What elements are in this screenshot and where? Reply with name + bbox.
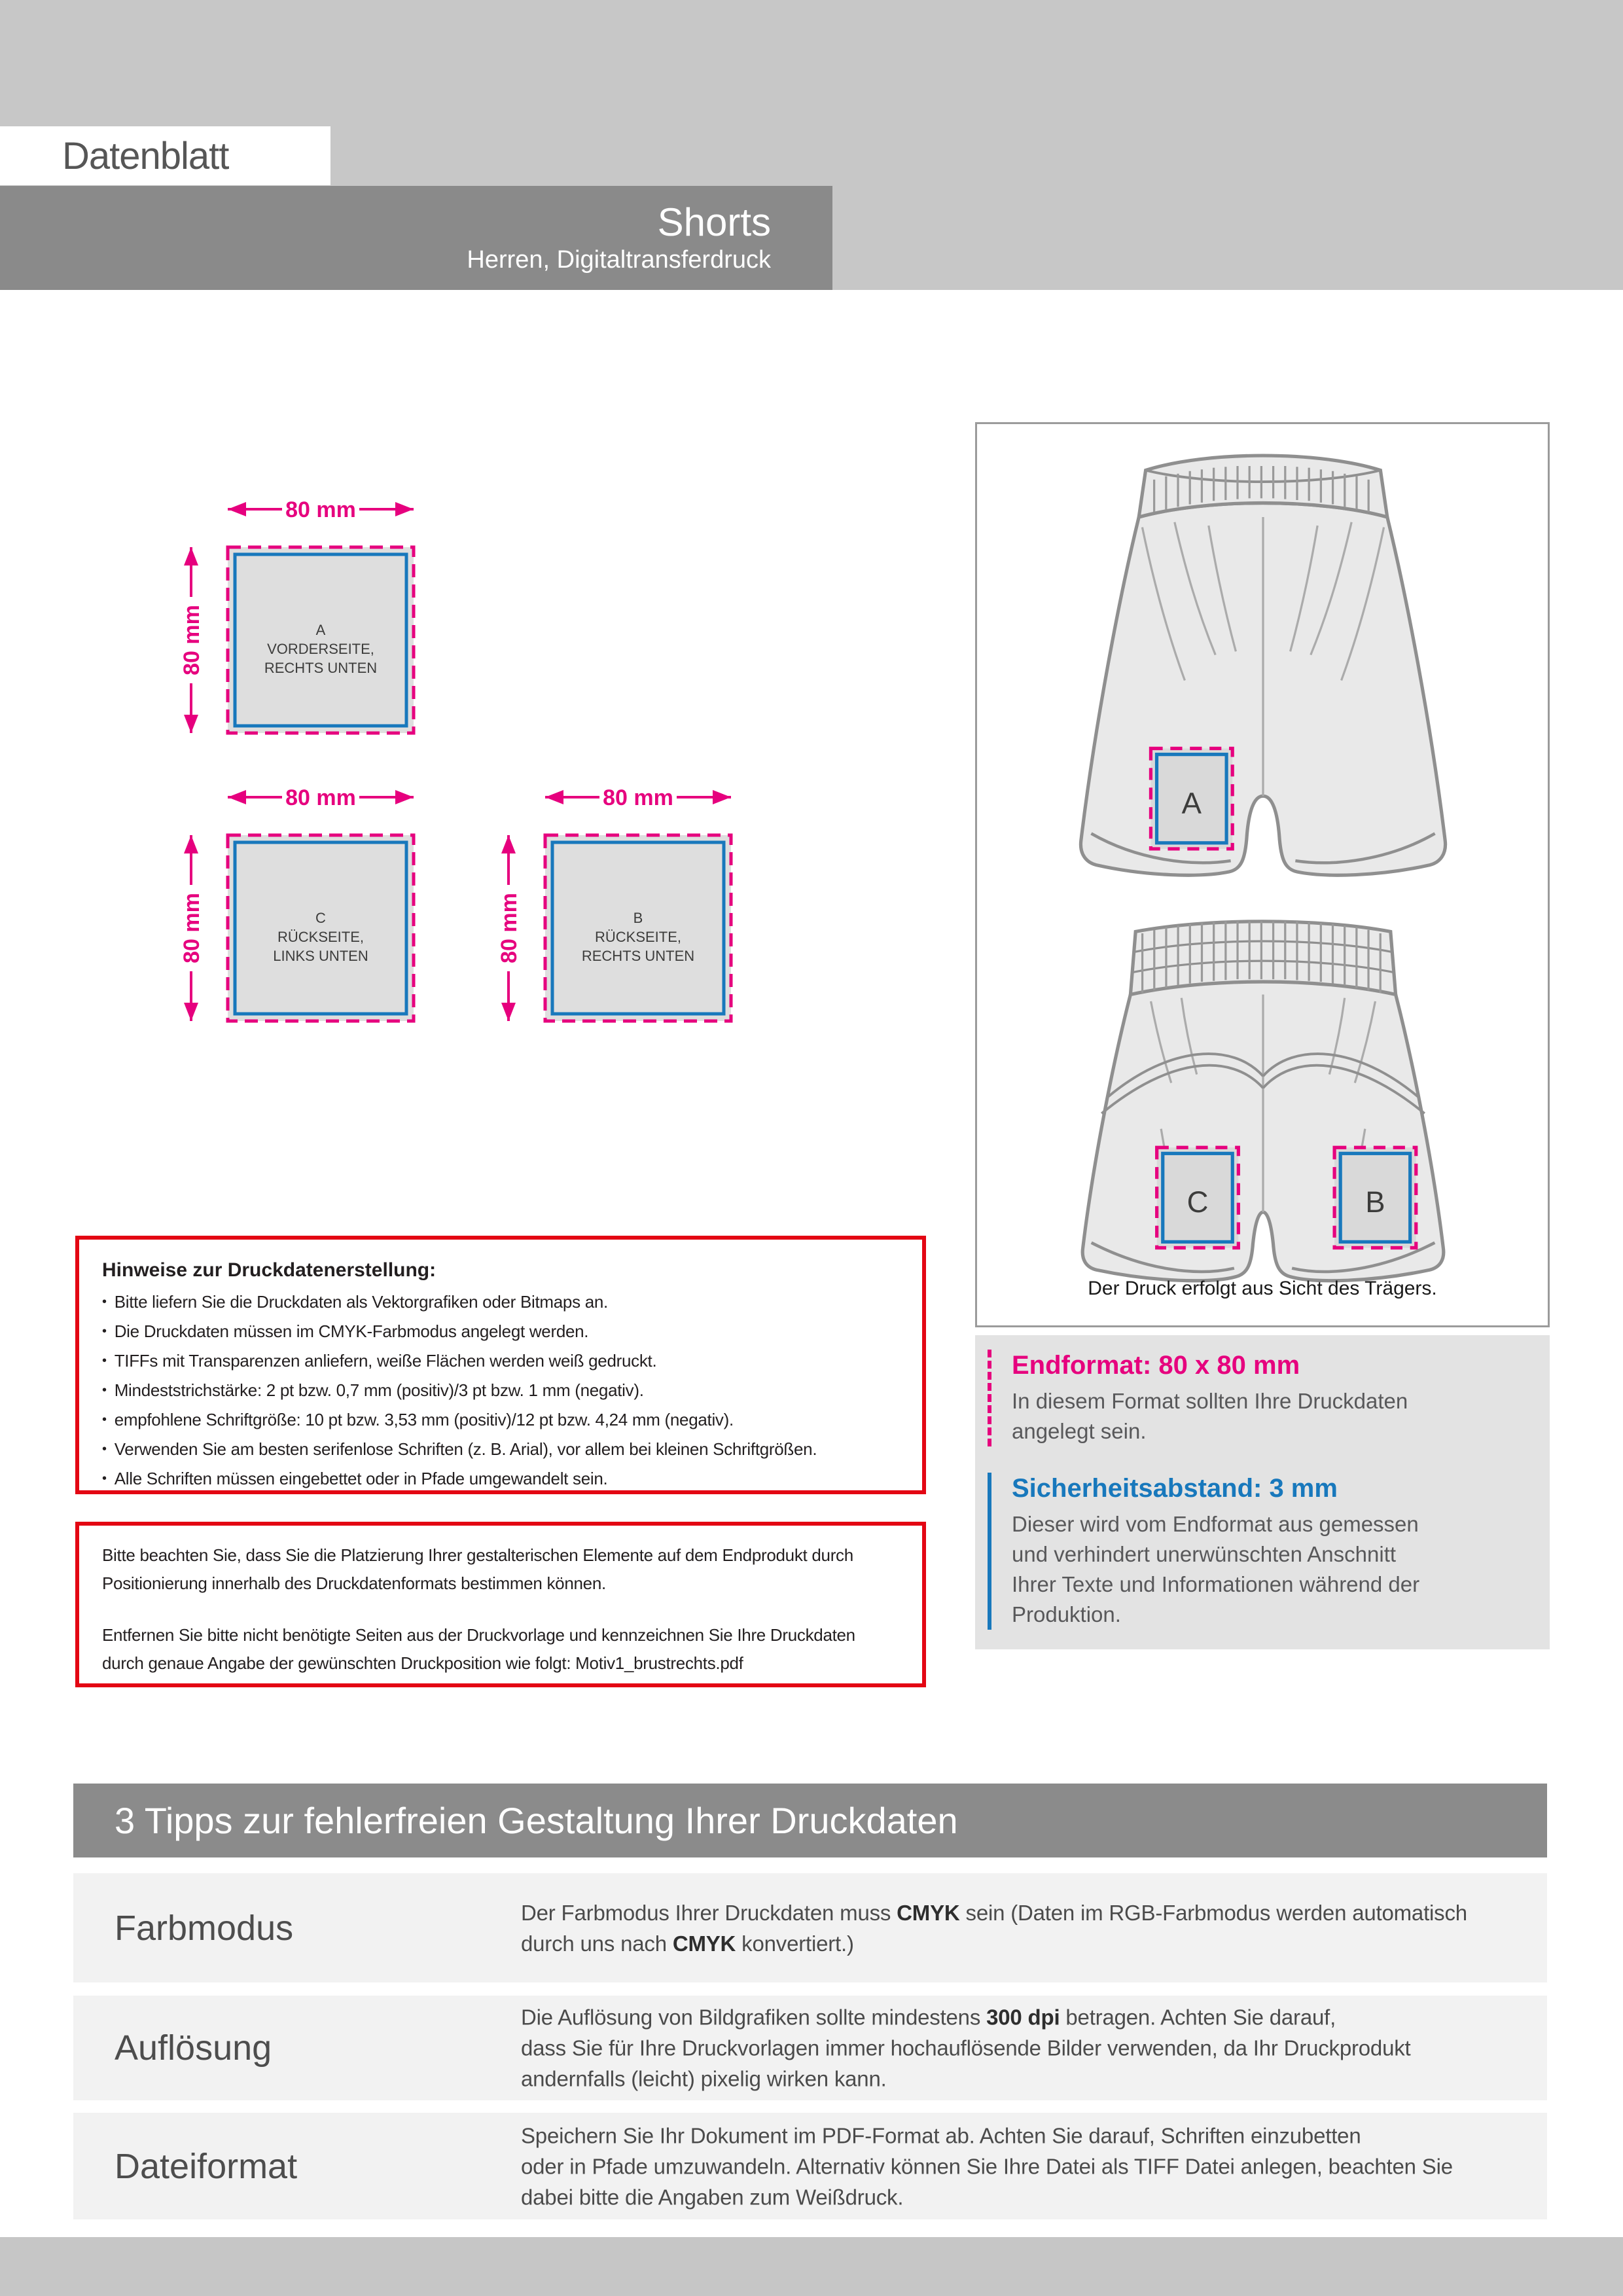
height-dimension-label: 80 mm [497, 893, 522, 963]
shorts-back-illustration [1008, 916, 1518, 1309]
print-position-letter: A [315, 622, 326, 638]
front-print-marker: A [1181, 786, 1202, 820]
print-position-line2: VORDERSEITE, [267, 641, 374, 657]
doc-type-box [0, 126, 330, 185]
dim-label-backing [174, 885, 208, 971]
tip-row-aufloesung [73, 1996, 1547, 2100]
arrow-up-icon [184, 835, 198, 853]
print-area-diagram-c [156, 771, 431, 1033]
print-position-line2: RÜCKSEITE, [277, 929, 365, 945]
placement-paragraph-2: Entfernen Sie bitte nicht benötigte Seiten aus der Druckvorlage und kennzeichnen Sie Ihre Druckdaten durch genaue Angabe der gewünschten Druckposition wie folgt: Motiv1_brustrechts.pdf [102, 1625, 855, 1673]
doc-type-label: Datenblatt [62, 134, 229, 177]
dim-label-backing [174, 597, 208, 683]
safety-distance-title: Sicherheitsabstand: 3 mm [1012, 1474, 1338, 1503]
print-position-letter: C [315, 910, 326, 926]
tips-title: 3 Tipps zur fehlerfreien Gestaltung Ihrer Druckdaten [115, 1800, 958, 1841]
arrow-up-icon [501, 835, 516, 853]
endformat-dashed-square [545, 835, 731, 1021]
arrow-right-icon [395, 790, 414, 804]
note-bullet: • empfohlene Schriftgröße: 10 pt bzw. 3,53 mm (positiv)/12 pt bzw. 4,24 mm (negativ). [102, 1406, 899, 1435]
endformat-title: Endformat: 80 x 80 mm [1012, 1351, 1300, 1380]
endformat-section [988, 1350, 1530, 1446]
format-info-box [975, 1335, 1550, 1649]
print-position-line3: RECHTS UNTEN [581, 948, 695, 964]
arrow-down-icon [184, 715, 198, 733]
endformat-description: In diesem Format sollten Ihre Druckdaten angelegt sein. [1012, 1389, 1408, 1443]
print-area-diagram-b [473, 771, 748, 1033]
placement-paragraph-1: Bitte beachten Sie, dass Sie die Platzierung Ihrer gestalterischen Elemente auf dem Endprodukt durch Positionierung innerhalb des Druckdatenformats bestimmen können. [102, 1545, 853, 1593]
height-dimension-label: 80 mm [179, 605, 204, 675]
safety-distance-section [988, 1473, 1530, 1630]
note-bullet: • Verwenden Sie am besten serifenlose Schriften (z. B. Arial), vor allem bei kleinen Schriftgrößen. [102, 1435, 899, 1465]
print-position-line3: LINKS UNTEN [273, 948, 368, 964]
print-position-line3: RECHTS UNTEN [264, 660, 378, 676]
product-title-bar [0, 186, 832, 290]
tips-header-band [73, 1784, 1547, 1857]
product-subtitle: Herren, Digitaltransferdruck [467, 245, 771, 274]
arrow-left-icon [228, 502, 246, 516]
width-dimension-label: 80 mm [603, 785, 673, 810]
tip-label: Dateiformat [115, 2146, 298, 2186]
arrow-left-icon [228, 790, 246, 804]
notes-bullet-list [102, 1288, 899, 1494]
tip-text: Speichern Sie Ihr Dokument im PDF-Format ab. Achten Sie darauf, Schriften einzubetten oder in Pfade umzuwandeln. Alternativ können Sie Ihre Datei als TIFF Datei anlegen, beachten Sie dabei bitte die Angaben zum Weißdruck. [521, 2123, 1453, 2209]
footer-band [0, 2237, 1623, 2296]
arrow-down-icon [501, 1003, 516, 1021]
tip-text: Der Farbmodus Ihrer Druckdaten muss CMYK sein (Daten im RGB-Farbmodus werden automatisch durch uns nach CMYK konvertiert.) [521, 1900, 1467, 1956]
tip-label: Farbmodus [115, 1908, 294, 1948]
tip-text: Die Auflösung von Bildgrafiken sollte mindestens 300 dpi betragen. Achten Sie darauf, dass Sie für Ihre Druckvorlagen immer hochauflösende Bilder verwenden, da Ihr Druckprodukt andernfalls (leicht) pixelig wirken kann. [521, 2005, 1411, 2091]
note-bullet: • Bitte liefern Sie die Druckdaten als Vektorgrafiken oder Bitmaps an. [102, 1288, 899, 1318]
arrow-down-icon [184, 1003, 198, 1021]
note-bullet: • Mindeststrichstärke: 2 pt bzw. 0,7 mm (positiv)/3 pt bzw. 1 mm (negativ). [102, 1376, 899, 1406]
back-right-print-marker: B [1365, 1185, 1385, 1219]
notes-title: Hinweise zur Druckdatenerstellung: [102, 1259, 437, 1281]
dim-label-backing [491, 885, 526, 971]
safety-distance-description: Dieser wird vom Endformat aus gemessen und verhindert unerwünschten Anschnitt Ihrer Texte und Informationen während der Produktion. [1012, 1512, 1420, 1626]
arrow-up-icon [184, 547, 198, 565]
height-dimension-label: 80 mm [179, 893, 204, 963]
width-dimension-label: 80 mm [285, 497, 356, 522]
endformat-dashed-square [228, 835, 414, 1021]
note-bullet: • Die Druckdaten müssen im CMYK-Farbmodus angelegt werden. [102, 1318, 899, 1347]
note-bullet: • TIFFs mit Transparenzen anliefern, weiße Flächen werden weiß gedruckt. [102, 1347, 899, 1376]
placement-notes-box [75, 1522, 926, 1687]
shorts-front-illustration [1008, 432, 1518, 923]
arrow-left-icon [545, 790, 563, 804]
arrow-right-icon [395, 502, 414, 516]
wearer-view-caption: Der Druck erfolgt aus Sicht des Trägers. [1088, 1278, 1437, 1299]
print-data-notes-box [75, 1236, 926, 1494]
width-dimension-label: 80 mm [285, 785, 356, 810]
back-left-print-marker: C [1186, 1185, 1209, 1219]
arrow-right-icon [713, 790, 731, 804]
tip-row-dateiformat [73, 2113, 1547, 2219]
tip-row-farbmodus [73, 1873, 1547, 1982]
product-title: Shorts [657, 200, 771, 244]
note-bullet: • Alle Schriften müssen eingebettet oder in Pfade umgewandelt sein. [102, 1465, 899, 1494]
print-area-diagram-a [156, 483, 431, 745]
print-position-letter: B [633, 910, 643, 926]
print-position-line2: RÜCKSEITE, [594, 929, 682, 945]
endformat-dashed-square [228, 547, 414, 733]
tip-label: Auflösung [115, 2028, 272, 2068]
